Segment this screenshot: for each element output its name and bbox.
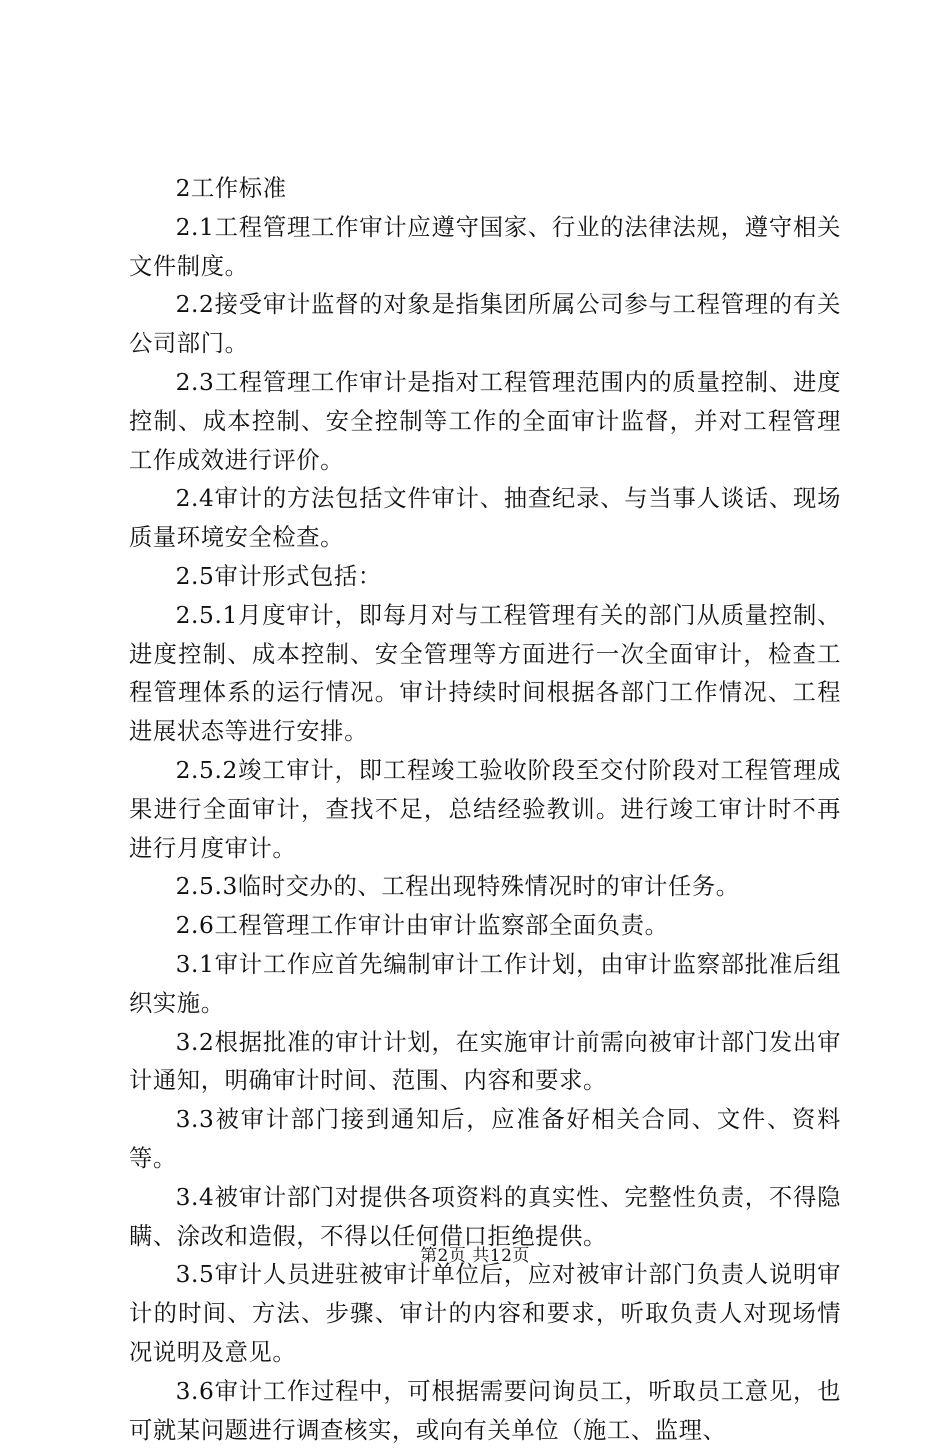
paragraph: 3.1审计工作应首先编制审计工作计划，由审计监察部批准后组织实施。 (129, 950, 841, 1017)
section-heading: 2工作标准 (175, 175, 287, 202)
page-number-footer: 第2页 共12页 (420, 1246, 530, 1266)
paragraph: 2.5审计形式包括： (175, 562, 382, 590)
paragraph: 3.2根据批准的审计计划，在实施审计前需向被审计部门发出审计通知，明确审计时间、范围、内容和要求。 (129, 1028, 841, 1095)
paragraph: 2.3工程管理工作审计是指对工程管理范围内的质量控制、进度控制、成本控制、安全控制等工作的全面审计监督，并对工程管理工作成效进行评价。 (129, 368, 841, 474)
paragraph: 2.5.3临时交办的、工程出现特殊情况时的审计任务。 (175, 873, 740, 901)
paragraph: 3.6审计工作过程中，可根据需要问询员工，听取员工意见，也可就某问题进行调查核实，或向有关单位（施工、监理、 (129, 1377, 841, 1444)
paragraph: 3.4被审计部门对提供各项资料的真实性、完整性负责，不得隐瞒、涂改和造假，不得以任何借口拒绝提供。 (129, 1183, 841, 1250)
paragraph: 2.1工程管理工作审计应遵守国家、行业的法律法规，遵守相关文件制度。 (129, 213, 841, 280)
paragraph: 2.5.1月度审计，即每月对与工程管理有关的部门从质量控制、进度控制、成本控制、安全管理等方面进行一次全面审计，检查工程管理体系的运行情况。审计持续时间根据各部门工作情况、工程进展状态等进行安排。 (129, 601, 841, 746)
paragraph: 3.3被审计部门接到通知后，应准备好相关合同、文件、资料等。 (129, 1106, 841, 1172)
paragraph: 2.5.2竣工审计，即工程竣工验收阶段至交付阶段对工程管理成果进行全面审计，查找不足，总结经验教训。进行竣工审计时不再进行月度审计。 (129, 756, 841, 862)
paragraph: 3.5审计人员进驻被审计单位后，应对被审计部门负责人说明审计的时间、方法、步骤、审计的内容和要求，听取负责人对现场情况说明及意见。 (129, 1261, 841, 1366)
paragraph: 2.4审计的方法包括文件审计、抽查纪录、与当事人谈话、现场质量环境安全检查。 (129, 485, 841, 552)
paragraph: 2.6工程管理工作审计由审计监察部全面负责。 (175, 912, 669, 940)
paragraph: 2.2接受审计监督的对象是指集团所属公司参与工程管理的有关公司部门。 (129, 291, 841, 358)
